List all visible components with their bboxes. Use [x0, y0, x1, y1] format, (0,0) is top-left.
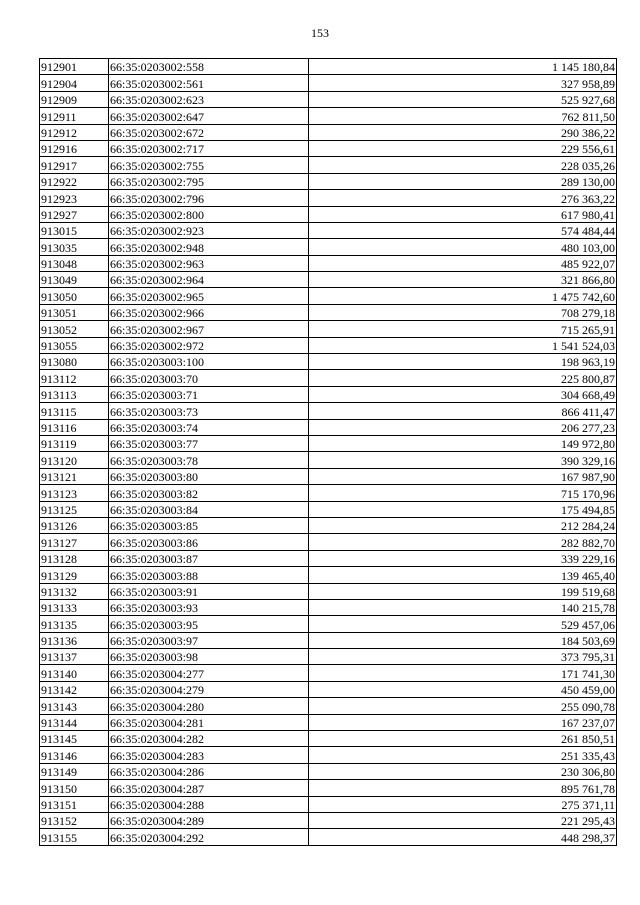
- object-code-cell: 913150: [40, 780, 109, 796]
- cadastral-value-cell: 199 519,68: [309, 583, 617, 599]
- object-code-cell: 912901: [40, 59, 109, 75]
- cadastral-number-cell: 66:35:0203002:755: [109, 157, 309, 173]
- cadastral-value-cell: 390 329,16: [309, 452, 617, 468]
- cadastral-number-cell: 66:35:0203002:963: [109, 255, 309, 271]
- cadastral-value-cell: 1 145 180,84: [309, 59, 617, 75]
- object-code-cell: 913048: [40, 255, 109, 271]
- cadastral-value-cell: 251 335,43: [309, 747, 617, 763]
- cadastral-value-cell: 149 972,80: [309, 435, 617, 451]
- table-row: [40, 222, 617, 238]
- table-row: [40, 239, 617, 255]
- table-row: [40, 206, 617, 222]
- object-code-cell: 912927: [40, 206, 109, 222]
- cadastral-value-cell: 290 386,22: [309, 124, 617, 140]
- object-code-cell: 913126: [40, 517, 109, 533]
- object-code-cell: 912911: [40, 108, 109, 124]
- cadastral-value-cell: 708 279,18: [309, 304, 617, 320]
- table-row: [40, 304, 617, 320]
- table-row: [40, 747, 617, 763]
- cadastral-number-cell: 66:35:0203002:558: [109, 59, 309, 75]
- cadastral-number-cell: 66:35:0203003:95: [109, 616, 309, 632]
- object-code-cell: 912904: [40, 75, 109, 91]
- cadastral-value-cell: 229 556,61: [309, 140, 617, 156]
- table-row: [40, 140, 617, 156]
- cadastral-number-cell: 66:35:0203003:80: [109, 468, 309, 484]
- object-code-cell: 913119: [40, 435, 109, 451]
- object-code-cell: 912922: [40, 173, 109, 189]
- cadastral-value-cell: 184 503,69: [309, 632, 617, 648]
- cadastral-value-cell: 1 541 524,03: [309, 337, 617, 353]
- cadastral-value-cell: 866 411,47: [309, 403, 617, 419]
- cadastral-number-cell: 66:35:0203003:78: [109, 452, 309, 468]
- cadastral-number-cell: 66:35:0203003:70: [109, 370, 309, 386]
- table-row: [40, 370, 617, 386]
- cadastral-number-cell: 66:35:0203004:283: [109, 747, 309, 763]
- cadastral-number-cell: 66:35:0203003:74: [109, 419, 309, 435]
- table-row: [40, 550, 617, 566]
- cadastral-value-cell: 221 295,43: [309, 812, 617, 828]
- cadastral-value-cell: 321 866,80: [309, 272, 617, 288]
- table-row: [40, 452, 617, 468]
- cadastral-number-cell: 66:35:0203004:277: [109, 665, 309, 681]
- table-row: [40, 599, 617, 615]
- object-code-cell: 913136: [40, 632, 109, 648]
- table-row: [40, 190, 617, 206]
- cadastral-number-cell: 66:35:0203004:288: [109, 796, 309, 812]
- table-row: [40, 714, 617, 730]
- cadastral-value-cell: 715 170,96: [309, 485, 617, 501]
- cadastral-number-cell: 66:35:0203002:796: [109, 190, 309, 206]
- object-code-cell: 913116: [40, 419, 109, 435]
- table-row: [40, 812, 617, 828]
- cadastral-number-cell: 66:35:0203002:965: [109, 288, 309, 304]
- object-code-cell: 913121: [40, 468, 109, 484]
- cadastral-value-cell: 282 882,70: [309, 534, 617, 550]
- cadastral-value-cell: 480 103,00: [309, 239, 617, 255]
- cadastral-number-cell: 66:35:0203003:98: [109, 649, 309, 665]
- registry-table-body: [40, 59, 617, 846]
- object-code-cell: 913146: [40, 747, 109, 763]
- table-row: [40, 419, 617, 435]
- table-row: [40, 698, 617, 714]
- object-code-cell: 913113: [40, 386, 109, 402]
- cadastral-number-cell: 66:35:0203002:964: [109, 272, 309, 288]
- table-row: [40, 829, 617, 845]
- object-code-cell: 913144: [40, 714, 109, 730]
- object-code-cell: 913055: [40, 337, 109, 353]
- object-code-cell: 912916: [40, 140, 109, 156]
- cadastral-number-cell: 66:35:0203004:280: [109, 698, 309, 714]
- cadastral-value-cell: 762 811,50: [309, 108, 617, 124]
- object-code-cell: 913049: [40, 272, 109, 288]
- cadastral-value-cell: 225 800,87: [309, 370, 617, 386]
- cadastral-value-cell: 617 980,41: [309, 206, 617, 222]
- table-row: [40, 485, 617, 501]
- cadastral-value-cell: 448 298,37: [309, 829, 617, 845]
- table-row: [40, 403, 617, 419]
- object-code-cell: 913120: [40, 452, 109, 468]
- object-code-cell: 913051: [40, 304, 109, 320]
- cadastral-number-cell: 66:35:0203002:800: [109, 206, 309, 222]
- object-code-cell: 913123: [40, 485, 109, 501]
- table-row: [40, 632, 617, 648]
- table-row: [40, 157, 617, 173]
- object-code-cell: 913050: [40, 288, 109, 304]
- table-row: [40, 796, 617, 812]
- object-code-cell: 913149: [40, 763, 109, 779]
- cadastral-number-cell: 66:35:0203004:281: [109, 714, 309, 730]
- table-row: [40, 583, 617, 599]
- table-row: [40, 124, 617, 140]
- table-row: [40, 75, 617, 91]
- cadastral-value-cell: 167 237,07: [309, 714, 617, 730]
- cadastral-number-cell: 66:35:0203004:289: [109, 812, 309, 828]
- cadastral-number-cell: 66:35:0203003:85: [109, 517, 309, 533]
- cadastral-number-cell: 66:35:0203003:93: [109, 599, 309, 615]
- table-row: [40, 272, 617, 288]
- object-code-cell: 913137: [40, 649, 109, 665]
- object-code-cell: 913151: [40, 796, 109, 812]
- object-code-cell: 913125: [40, 501, 109, 517]
- cadastral-number-cell: 66:35:0203002:647: [109, 108, 309, 124]
- cadastral-value-cell: 339 229,16: [309, 550, 617, 566]
- cadastral-number-cell: 66:35:0203003:73: [109, 403, 309, 419]
- cadastral-value-cell: 525 927,68: [309, 91, 617, 107]
- object-code-cell: 913152: [40, 812, 109, 828]
- cadastral-value-cell: 167 987,90: [309, 468, 617, 484]
- cadastral-value-cell: 574 484,44: [309, 222, 617, 238]
- cadastral-value-cell: 895 761,78: [309, 780, 617, 796]
- object-code-cell: 913145: [40, 731, 109, 747]
- table-row: [40, 468, 617, 484]
- object-code-cell: 913133: [40, 599, 109, 615]
- table-row: [40, 435, 617, 451]
- page-number: 153: [311, 26, 329, 40]
- cadastral-value-cell: 171 741,30: [309, 665, 617, 681]
- cadastral-number-cell: 66:35:0203004:279: [109, 681, 309, 697]
- cadastral-value-cell: 485 922,07: [309, 255, 617, 271]
- table-row: [40, 649, 617, 665]
- table-row: [40, 501, 617, 517]
- cadastral-value-cell: 289 130,00: [309, 173, 617, 189]
- table-row: [40, 337, 617, 353]
- table-row: [40, 59, 617, 75]
- cadastral-value-cell: 276 363,22: [309, 190, 617, 206]
- table-row: [40, 386, 617, 402]
- cadastral-value-cell: 715 265,91: [309, 321, 617, 337]
- table-row: [40, 616, 617, 632]
- cadastral-value-cell: 212 284,24: [309, 517, 617, 533]
- cadastral-number-cell: 66:35:0203002:561: [109, 75, 309, 91]
- table-row: [40, 763, 617, 779]
- cadastral-value-cell: 1 475 742,60: [309, 288, 617, 304]
- cadastral-number-cell: 66:35:0203003:100: [109, 354, 309, 370]
- table-row: [40, 255, 617, 271]
- cadastral-number-cell: 66:35:0203002:948: [109, 239, 309, 255]
- cadastral-number-cell: 66:35:0203003:88: [109, 567, 309, 583]
- object-code-cell: 913140: [40, 665, 109, 681]
- table-row: [40, 321, 617, 337]
- cadastral-number-cell: 66:35:0203002:717: [109, 140, 309, 156]
- cadastral-value-cell: 198 963,19: [309, 354, 617, 370]
- registry-table: [39, 58, 617, 846]
- object-code-cell: 912909: [40, 91, 109, 107]
- table-row: [40, 780, 617, 796]
- cadastral-number-cell: 66:35:0203002:672: [109, 124, 309, 140]
- object-code-cell: 913155: [40, 829, 109, 845]
- cadastral-value-cell: 230 306,80: [309, 763, 617, 779]
- cadastral-number-cell: 66:35:0203002:795: [109, 173, 309, 189]
- cadastral-value-cell: 206 277,23: [309, 419, 617, 435]
- object-code-cell: 913052: [40, 321, 109, 337]
- cadastral-value-cell: 450 459,00: [309, 681, 617, 697]
- object-code-cell: 913143: [40, 698, 109, 714]
- table-row: [40, 517, 617, 533]
- cadastral-number-cell: 66:35:0203002:923: [109, 222, 309, 238]
- object-code-cell: 912912: [40, 124, 109, 140]
- object-code-cell: 912917: [40, 157, 109, 173]
- object-code-cell: 913129: [40, 567, 109, 583]
- object-code-cell: 913142: [40, 681, 109, 697]
- table-row: [40, 173, 617, 189]
- object-code-cell: 913135: [40, 616, 109, 632]
- cadastral-value-cell: 373 795,31: [309, 649, 617, 665]
- cadastral-number-cell: 66:35:0203003:77: [109, 435, 309, 451]
- object-code-cell: 913112: [40, 370, 109, 386]
- cadastral-number-cell: 66:35:0203004:292: [109, 829, 309, 845]
- cadastral-number-cell: 66:35:0203003:87: [109, 550, 309, 566]
- table-row: [40, 108, 617, 124]
- cadastral-number-cell: 66:35:0203003:82: [109, 485, 309, 501]
- object-code-cell: 913015: [40, 222, 109, 238]
- cadastral-number-cell: 66:35:0203004:282: [109, 731, 309, 747]
- cadastral-number-cell: 66:35:0203002:966: [109, 304, 309, 320]
- object-code-cell: 912923: [40, 190, 109, 206]
- object-code-cell: 913080: [40, 354, 109, 370]
- object-code-cell: 913035: [40, 239, 109, 255]
- cadastral-number-cell: 66:35:0203003:86: [109, 534, 309, 550]
- cadastral-value-cell: 139 465,40: [309, 567, 617, 583]
- cadastral-number-cell: 66:35:0203004:287: [109, 780, 309, 796]
- cadastral-value-cell: 175 494,85: [309, 501, 617, 517]
- cadastral-value-cell: 261 850,51: [309, 731, 617, 747]
- table-row: [40, 288, 617, 304]
- cadastral-number-cell: 66:35:0203003:84: [109, 501, 309, 517]
- object-code-cell: 913127: [40, 534, 109, 550]
- cadastral-number-cell: 66:35:0203003:91: [109, 583, 309, 599]
- cadastral-value-cell: 327 958,89: [309, 75, 617, 91]
- table-row: [40, 665, 617, 681]
- table-row: [40, 91, 617, 107]
- cadastral-number-cell: 66:35:0203002:967: [109, 321, 309, 337]
- cadastral-value-cell: 255 090,78: [309, 698, 617, 714]
- cadastral-number-cell: 66:35:0203003:97: [109, 632, 309, 648]
- object-code-cell: 913132: [40, 583, 109, 599]
- table-row: [40, 354, 617, 370]
- table-row: [40, 681, 617, 697]
- object-code-cell: 913128: [40, 550, 109, 566]
- cadastral-number-cell: 66:35:0203003:71: [109, 386, 309, 402]
- table-row: [40, 567, 617, 583]
- cadastral-number-cell: 66:35:0203002:623: [109, 91, 309, 107]
- cadastral-value-cell: 228 035,26: [309, 157, 617, 173]
- cadastral-value-cell: 140 215,78: [309, 599, 617, 615]
- cadastral-value-cell: 529 457,06: [309, 616, 617, 632]
- table-row: [40, 534, 617, 550]
- cadastral-value-cell: 304 668,49: [309, 386, 617, 402]
- cadastral-value-cell: 275 371,11: [309, 796, 617, 812]
- cadastral-number-cell: 66:35:0203002:972: [109, 337, 309, 353]
- table-row: [40, 731, 617, 747]
- object-code-cell: 913115: [40, 403, 109, 419]
- cadastral-number-cell: 66:35:0203004:286: [109, 763, 309, 779]
